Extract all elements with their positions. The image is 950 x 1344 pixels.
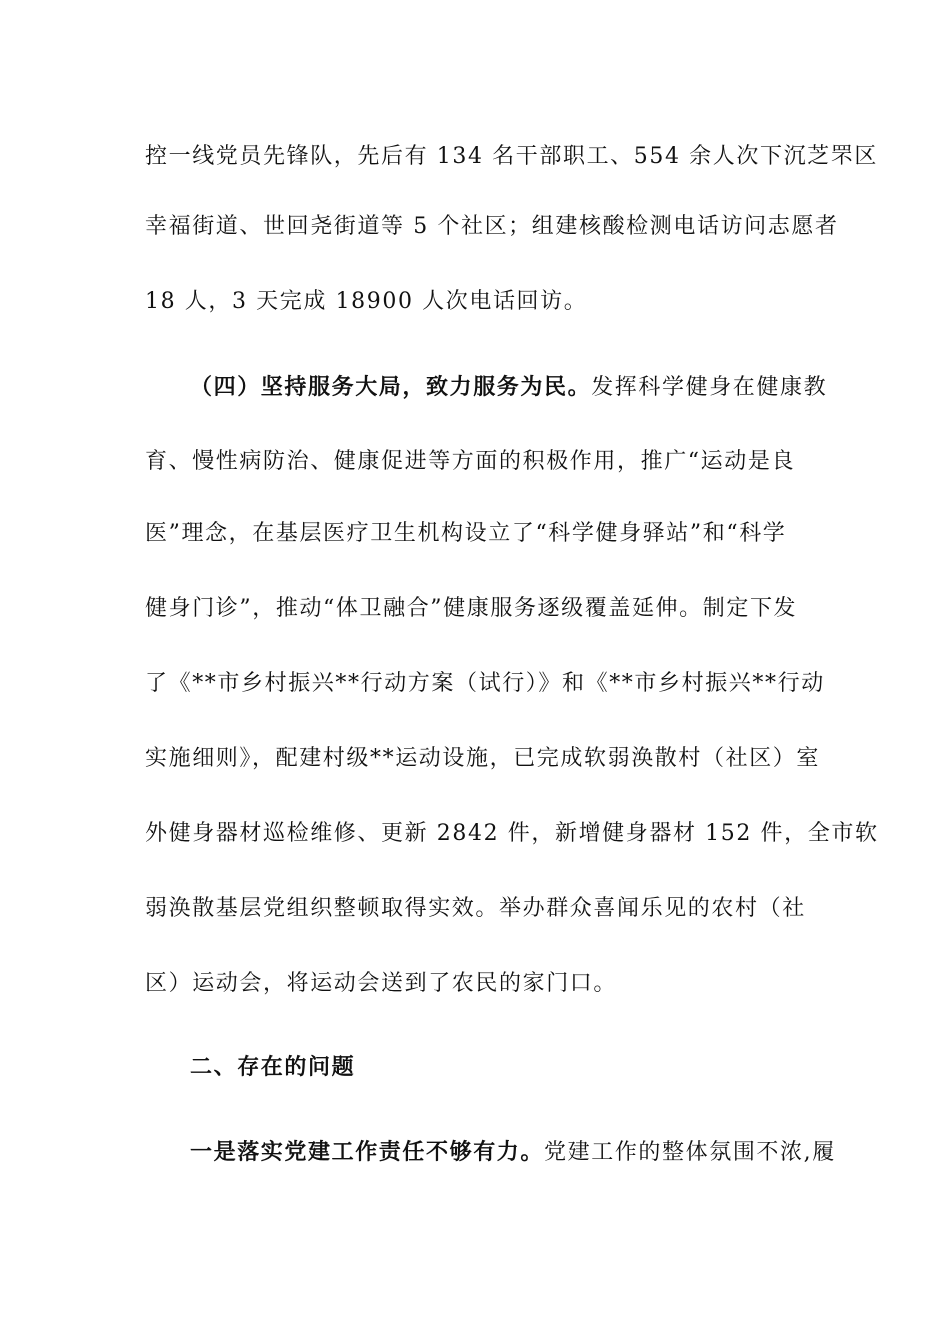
paragraph-1-line-2: 幸福街道、世回尧街道等 5 个社区；组建核酸检测电话访问志愿者	[145, 214, 839, 239]
paragraph-2-line-7: 外健身器材巡检维修、更新 2842 件，新增健身器材 152 件，全市软	[145, 821, 879, 846]
paragraph-1-line-1: 控一线党员先锋队，先后有 134 名干部职工、554 余人次下沉芝罘区	[145, 144, 878, 169]
paragraph-2-heading: （四）坚持服务大局，致力服务为民。	[190, 374, 592, 400]
paragraph-2-line-5: 了《**市乡村振兴**行动方案（试行）》和《**市乡村振兴**行动	[145, 671, 825, 696]
section-heading: 二、存在的问题	[190, 1054, 356, 1080]
paragraph-2-line-4: 健身门诊”，推动“体卫融合”健康服务逐级覆盖延伸。制定下发	[145, 596, 798, 621]
paragraph-2-line-8: 弱涣散基层党组织整顿取得实效。举办群众喜闻乐见的农村（社	[145, 896, 806, 921]
paragraph-1-line-3: 18 人，3 天完成 18900 人次电话回访。	[145, 289, 588, 314]
paragraph-2-line-2: 育、慢性病防治、健康促进等方面的积极作用，推广“运动是良	[145, 449, 796, 474]
paragraph-3-first-line-text: 党建工作的整体氛围不浓,履	[544, 1140, 836, 1165]
paragraph-3-heading: 一是落实党建工作责任不够有力。	[190, 1139, 545, 1165]
paragraph-2-line-3: 医”理念，在基层医疗卫生机构设立了“科学健身驿站”和“科学	[145, 521, 787, 546]
paragraph-2-first-line	[190, 372, 870, 403]
paragraph-2-line-6: 实施细则》，配建村级**运动设施，已完成软弱涣散村（社区）室	[145, 746, 821, 771]
paragraph-3-first-line	[190, 1137, 870, 1168]
paragraph-2-first-line-text: 发挥科学健身在健康教	[591, 375, 828, 400]
paragraph-2-line-9: 区）运动会，将运动会送到了农民的家门口。	[145, 971, 618, 996]
